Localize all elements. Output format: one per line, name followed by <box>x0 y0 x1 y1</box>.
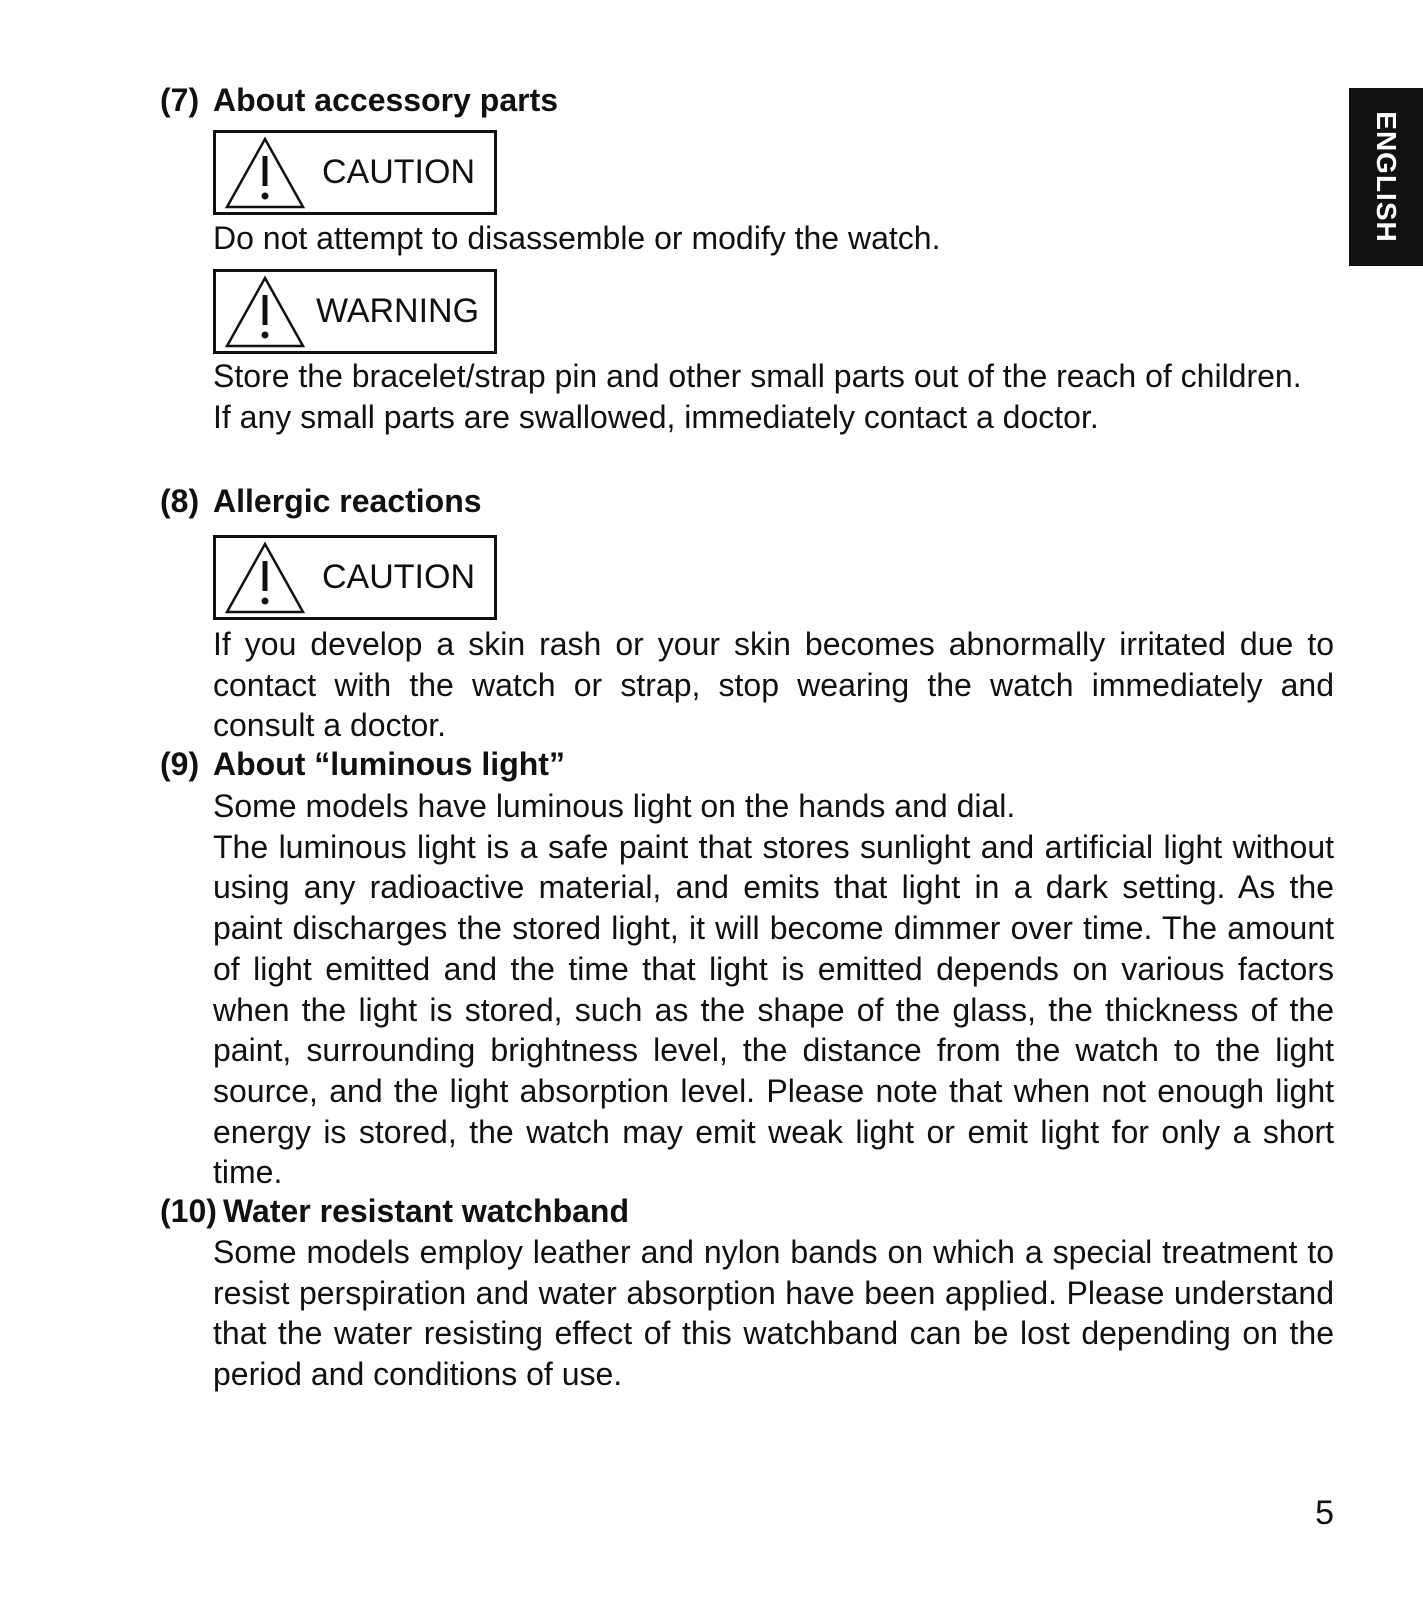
allergy-text: If you develop a skin rash or your skin becomes abnormally irritated due to contact with the watch or strap, stop wearing the watch immediately and consult a doctor. <box>213 626 1334 744</box>
section-title: Allergic reactions <box>213 483 482 519</box>
luminous-text: Some models have luminous light on the hands and dial. The luminous light is a safe paint that stores sunlight and artificial light without using any radioactive material, and emits that light in a dark setting. As the paint discharges the stored light, it will become dimmer over time. The amount of light emitted and the time that light is emitted depends on various factors when the light is stored, such as the shape of the glass, the thickness of the paint, surrounding brightness level, the distance from the watch to the light source, and the light absorption level. Please note that when not enough light energy is stored, the watch may emit weak light or emit light for only a short time. <box>213 788 1334 1191</box>
warning-box <box>213 269 497 354</box>
section-title: About accessory parts <box>213 82 559 118</box>
section-title: About “luminous light” <box>213 746 565 782</box>
section-heading-10 <box>160 1191 629 1231</box>
section-number: (9) <box>160 746 200 782</box>
caution-text: Do not attempt to disassemble or modify the watch. <box>213 220 941 256</box>
caution-box <box>213 535 497 620</box>
warning-triangle-icon <box>224 275 306 349</box>
warning-triangle-icon <box>224 541 306 615</box>
language-tab <box>1349 88 1423 266</box>
watchband-text: Some models employ leather and nylon bands on which a special treatment to resist perspiration and water absorption have been applied. Please understand that the water resisting effect of this watchband can be lost depending on the period and conditions of use. <box>213 1234 1334 1393</box>
warning-label: WARNING <box>316 292 480 330</box>
section-heading-7 <box>160 80 558 120</box>
caution-label: CAUTION <box>322 153 475 191</box>
section-heading-8 <box>160 481 482 521</box>
caution-label: CAUTION <box>322 558 475 596</box>
section-title: Water resistant watchband <box>223 1193 630 1229</box>
section-number: (10) <box>160 1193 217 1229</box>
page-number: 5 <box>1315 1494 1334 1532</box>
section-number: (8) <box>160 483 200 519</box>
warning-text: Store the bracelet/strap pin and other small parts out of the reach of children. If any small parts are swallowed, immediately contact a doctor. <box>213 358 1302 435</box>
warning-triangle-icon <box>224 136 306 210</box>
section-number: (7) <box>160 82 200 118</box>
section-heading-9 <box>160 744 565 784</box>
caution-box <box>213 130 497 215</box>
language-tab-label: ENGLISH <box>1371 111 1402 243</box>
